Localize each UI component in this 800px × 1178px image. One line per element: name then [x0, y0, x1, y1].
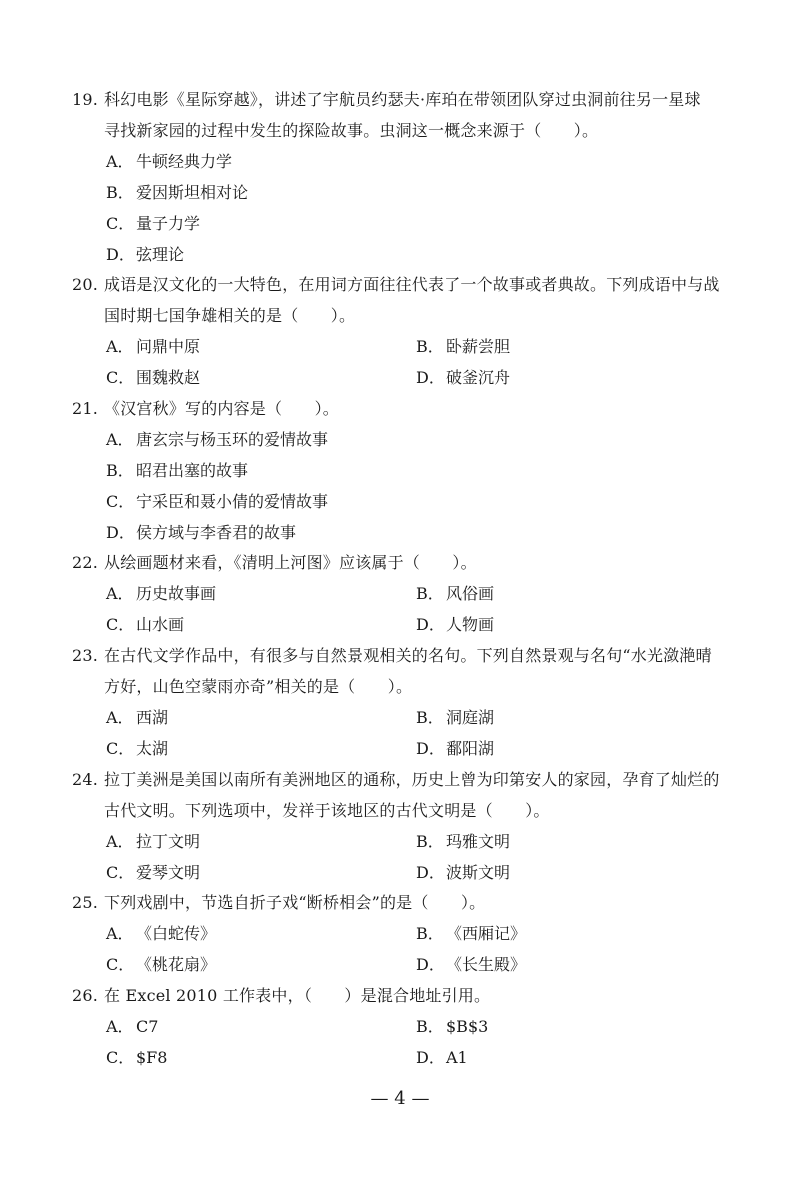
- option-c: C． 量子力学: [106, 214, 201, 233]
- option-row: [72, 949, 732, 980]
- option-row: [72, 331, 732, 362]
- question-text-line: 科幻电影《星际穿越》，讲述了宇航员约瑟夫·库珀在带领团队穿过虫洞前往另一星球: [104, 90, 701, 109]
- option-d: D．人物画: [416, 615, 495, 634]
- question-stem: [72, 887, 732, 918]
- option-row: [72, 1042, 732, 1073]
- question-text-line: 拉丁美洲是美国以南所有美洲地区的通称，历史上曾为印第安人的家园，孕育了灿烂的: [104, 770, 720, 789]
- question-text-line: 《汉宫秋》写的内容是（ ）。: [104, 399, 340, 418]
- question-number: 22.: [72, 553, 99, 572]
- question-24: [72, 764, 732, 888]
- option-row: [72, 486, 732, 517]
- option-d: D．鄱阳湖: [416, 739, 495, 758]
- question-stem: [72, 547, 732, 578]
- option-row: [72, 239, 732, 270]
- question-26: [72, 980, 732, 1073]
- option-d: D．破釜沉舟: [416, 368, 511, 387]
- option-d: D．《长生殿》: [416, 955, 527, 974]
- page-number: — 4 —: [370, 1088, 430, 1109]
- option-c: C． 宁采臣和聂小倩的爱情故事: [106, 492, 329, 511]
- option-row: [72, 609, 732, 640]
- question-stem: [72, 393, 732, 424]
- option-row: [72, 918, 732, 949]
- option-row: [72, 857, 732, 888]
- option-row: [72, 733, 732, 764]
- question-number: 26.: [72, 986, 99, 1005]
- option-b: B． 洞庭湖: [416, 708, 495, 727]
- option-b: B． 昭君出塞的故事: [106, 461, 249, 480]
- question-number: 19.: [72, 90, 99, 109]
- question-number: 21.: [72, 399, 99, 418]
- question-stem: [72, 764, 732, 826]
- option-a: A． 拉丁文明: [106, 832, 201, 851]
- option-c: C． 山水画: [106, 615, 185, 634]
- option-d: D．波斯文明: [416, 863, 511, 882]
- question-20: [72, 269, 732, 393]
- option-a: A． 唐玄宗与杨玉环的爱情故事: [106, 430, 329, 449]
- option-c: C． 《桃花扇》: [106, 955, 217, 974]
- option-b: B． 卧薪尝胆: [416, 337, 511, 356]
- option-b: B． $B$3: [416, 1017, 489, 1036]
- question-25: [72, 887, 732, 980]
- question-stem: [72, 640, 732, 702]
- question-text-line: 国时期七国争雄相关的是（ ）。: [104, 306, 356, 325]
- option-row: [72, 517, 732, 548]
- option-b: B． 玛雅文明: [416, 832, 511, 851]
- option-row: [72, 702, 732, 733]
- question-stem: [72, 980, 732, 1011]
- question-21: [72, 393, 732, 548]
- option-a: A． 牛顿经典力学: [106, 152, 233, 171]
- option-a: A． C7: [106, 1017, 159, 1036]
- question-19: [72, 84, 732, 270]
- option-row: [72, 1011, 732, 1042]
- question-text-line: 下列戏剧中，节选自折子戏“断桥相会”的是（ ）。: [104, 893, 486, 912]
- option-d: D．侯方域与李香君的故事: [106, 523, 297, 542]
- question-stem: [72, 84, 732, 146]
- option-row: [72, 455, 732, 486]
- option-c: C． 爱琴文明: [106, 863, 201, 882]
- option-row: [72, 826, 732, 857]
- question-number: 20.: [72, 275, 99, 294]
- question-text-line: 在古代文学作品中，有很多与自然景观相关的名句。下列自然景观与名句“水光潋滟晴: [104, 646, 712, 665]
- option-c: C． 太湖: [106, 739, 169, 758]
- option-d: D．弦理论: [106, 245, 185, 264]
- option-a: A． 西湖: [106, 708, 169, 727]
- question-text-line: 成语是汉文化的一大特色，在用词方面往往代表了一个故事或者典故。下列成语中与战: [104, 275, 720, 294]
- question-23: [72, 640, 732, 764]
- option-d: D．A1: [416, 1048, 468, 1067]
- option-b: B． 《西厢记》: [416, 924, 527, 943]
- question-stem: [72, 269, 732, 331]
- option-c: C． $F8: [106, 1048, 168, 1067]
- question-22: [72, 547, 732, 640]
- option-b: B． 风俗画: [416, 584, 495, 603]
- question-number: 25.: [72, 893, 99, 912]
- question-text-line: 古代文明。下列选项中，发祥于该地区的古代文明是（ ）。: [104, 801, 550, 820]
- question-text-line: 寻找新家园的过程中发生的探险故事。虫洞这一概念来源于（ ）。: [104, 121, 599, 140]
- option-row: [72, 208, 732, 239]
- question-text-line: 方好，山色空蒙雨亦奇”相关的是（ ）。: [104, 677, 413, 696]
- option-a: A． 问鼎中原: [106, 337, 201, 356]
- option-b: B． 爱因斯坦相对论: [106, 183, 249, 202]
- question-text-line: 从绘画题材来看，《清明上河图》应该属于（ ）。: [104, 553, 477, 572]
- option-row: [72, 146, 732, 177]
- question-number: 24.: [72, 770, 99, 789]
- option-row: [72, 177, 732, 208]
- option-row: [72, 362, 732, 393]
- option-row: [72, 578, 732, 609]
- question-number: 23.: [72, 646, 99, 665]
- option-a: A． 历史故事画: [106, 584, 217, 603]
- option-a: A． 《白蛇传》: [106, 924, 217, 943]
- question-text-line: 在 Excel 2010 工作表中，（ ）是混合地址引用。: [104, 986, 491, 1005]
- option-row: [72, 424, 732, 455]
- option-c: C． 围魏救赵: [106, 368, 201, 387]
